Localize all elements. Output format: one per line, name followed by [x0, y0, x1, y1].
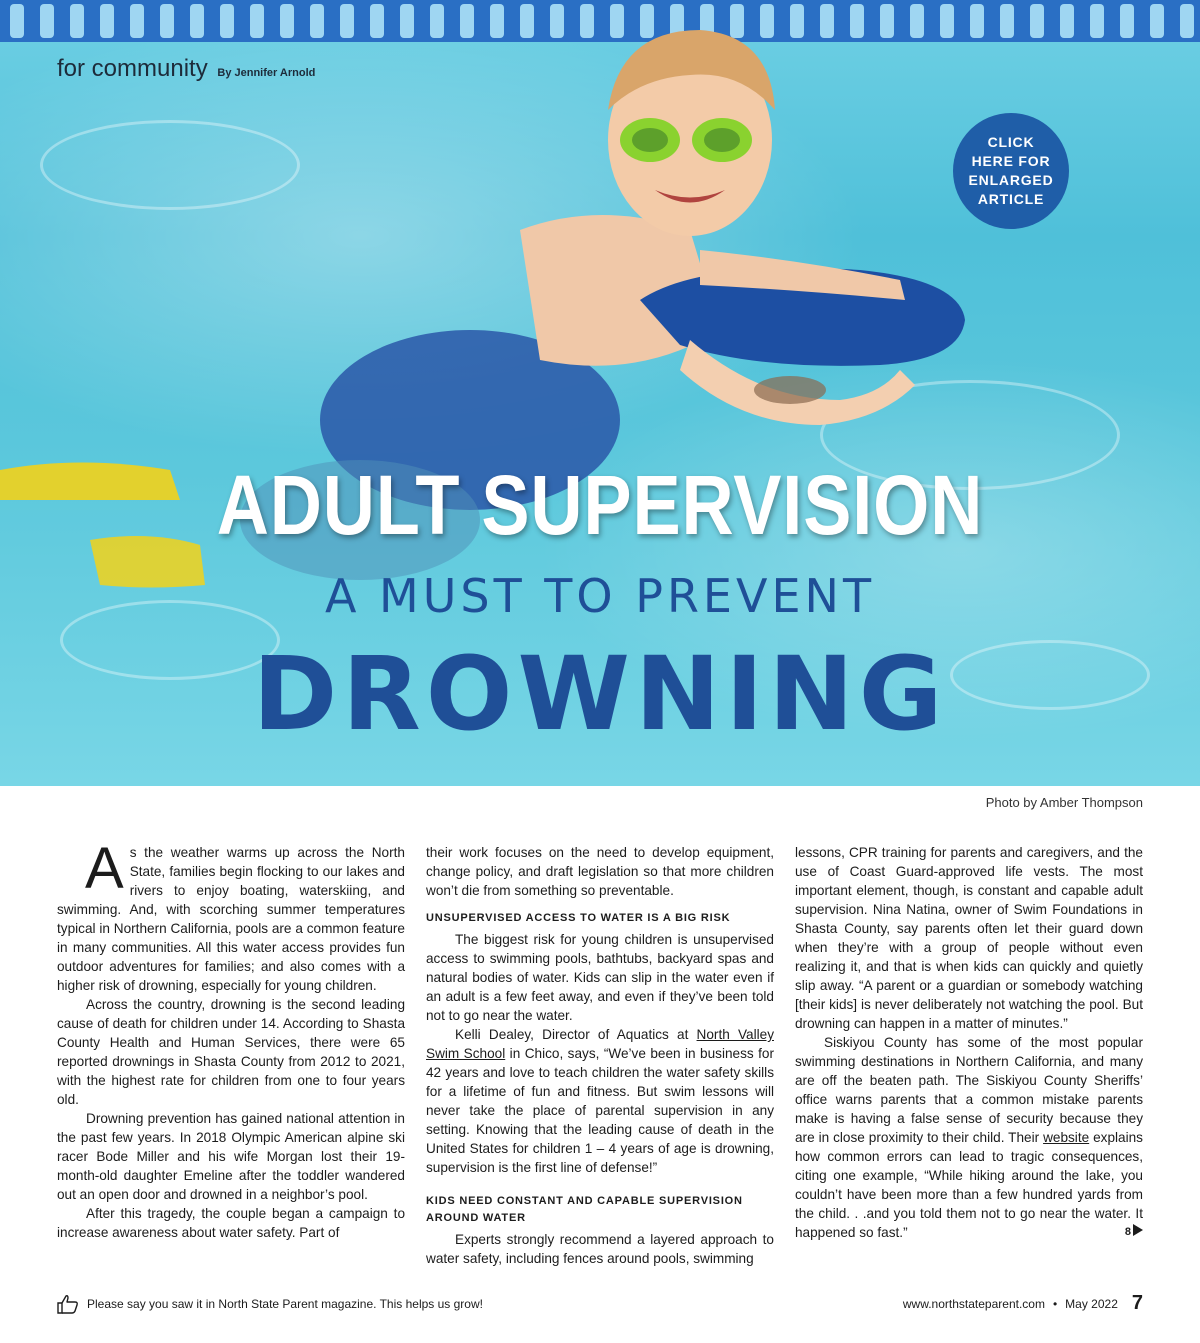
section-name: for community — [57, 55, 208, 82]
headline-keyword: DROWNING — [252, 635, 948, 754]
article-paragraph: their work focuses on the need to develop equipment, change policy, and draft legislation so that more children won’t die from something so preventable. — [426, 845, 774, 898]
article-paragraph — [57, 836, 405, 995]
continue-page-number: 8 — [1124, 1226, 1131, 1238]
photo-credit: Photo by Amber Thompson — [985, 795, 1143, 810]
footer-separator: • — [1052, 1296, 1058, 1311]
headline-title: ADULT SUPERVISION — [216, 458, 984, 552]
continued-on-page[interactable] — [1125, 1223, 1143, 1242]
website-link[interactable]: www.northstateparent.com — [902, 1296, 1045, 1311]
paragraph-text: Siskiyou County has some of the most popular swimming destinations in Northern California, and many are off the beaten path. The Siskiyou County Sheriffs’ office warns parents that a common mistake parents make is having a false sense of security because they are in close proximity to their child. Their — [795, 1035, 1143, 1145]
section-subhead: UNSUPERVISED ACCESS TO WATER IS A BIG RISK — [426, 912, 731, 924]
footer-message — [57, 1294, 483, 1314]
paragraph-text: s the weather warms up across the North State, families begin flocking to our lakes and rivers to enjoy boating, waterskiing, and swimming. And, with scorching summer temperatures typical in Northern California, pools are a common feature in many communities. All this water access provides fun outdoor adventures for families; and also comes with a higher risk of drowning, especially for young children. — [57, 845, 405, 993]
article-column-2 — [426, 843, 774, 1268]
page-number: 7 — [1131, 1292, 1143, 1314]
play-arrow-icon — [1133, 1224, 1143, 1236]
drop-cap: A — [85, 836, 124, 901]
article-paragraph: The biggest risk for young children is unsupervised access to swimming pools, bathtubs, backyard spas and natural bodies of water. Kids can slip in the water even if an adult is a few feet away, and even if they’ve been told not to go near the water. — [426, 932, 774, 1023]
badge-line: CLICK — [987, 134, 1035, 150]
badge-line: HERE FOR — [971, 153, 1051, 169]
article-column-3 — [795, 843, 1143, 1242]
badge-line: ENLARGED — [968, 172, 1054, 188]
article-paragraph: Across the country, drowning is the second leading cause of death for children under 14. According to Shasta County Health and Human Services, there were 65 reported drownings in Shasta County from 2012 to 2021, with the highest rate for children from one to four years old. — [57, 997, 405, 1107]
article-paragraph: Drowning prevention has gained national attention in the past few years. In 2018 Olympic American alpine ski racer Bode Miller and his wife Morgan lost their 19-month-old daughter Emeline after the toddler wandered out an open door and drowned in a neighbor’s pool. — [57, 1111, 405, 1202]
section-label — [57, 55, 315, 83]
article-paragraph: lessons, CPR training for parents and caregivers, and the use of Coast Guard-approved life vests. The most important element, though, is constant and capable adult supervision. Nina Natina, owner of Swim Foundations in Shasta County, say parents often let their guard down when they’re with a group of people without even realizing it, and that is when kids can quickly and quietly slip away. “A parent or a guardian or somebody watching [their kids] is never deliberately not watching the pool. But drowning can happen in a matter of minutes.” — [795, 845, 1143, 1031]
thumbs-up-icon — [57, 1294, 79, 1314]
sheriff-website-link[interactable]: website — [1043, 1130, 1090, 1145]
article-paragraph — [795, 1033, 1143, 1242]
paragraph-text: Kelli Dealey, Director of Aquatics at — [455, 1027, 697, 1042]
badge-line: ARTICLE — [977, 191, 1045, 207]
north-valley-swim-school-link[interactable]: North Valley Swim School — [426, 1027, 774, 1061]
author-byline: By Jennifer Arnold — [217, 67, 316, 79]
headline-subtitle: A MUST TO PREVENT — [324, 569, 876, 623]
paragraph-text: in Chico, says, “We’ve been in business for 42 years and love to teach children the water safety skills for a lifetime of fun and fitness. But swim lessons will never take the place of parental supervision in any setting. Knowing that the leading cause of death in the United States for children 1 – 4 years of age is drowning, supervision is the first line of defense!” — [426, 1046, 774, 1175]
footer-info — [903, 1292, 1143, 1315]
section-subhead: KIDS NEED CONSTANT AND CAPABLE SUPERVISION AROUND WATER — [426, 1195, 743, 1224]
issue-date: May 2022 — [1065, 1296, 1118, 1311]
article-paragraph: After this tragedy, the couple began a campaign to increase awareness about water safety. Part of — [57, 1206, 405, 1240]
article-column-1 — [57, 836, 405, 1242]
article-paragraph: Experts strongly recommend a layered approach to water safety, including fences around pools, swimming — [426, 1232, 774, 1266]
article-paragraph — [426, 1025, 774, 1177]
footer-left-text: Please say you saw it in North State Parent magazine. This helps us grow! — [87, 1297, 483, 1311]
enlarged-article-button[interactable] — [953, 113, 1069, 229]
paragraph-text: explains how common errors can lead to tragic consequences, citing one example, “While hiking around the lake, you couldn’t have been more than a few hundred yards from the child. . .and you told them not to go near the water. It happened so fast.” — [795, 1130, 1143, 1240]
